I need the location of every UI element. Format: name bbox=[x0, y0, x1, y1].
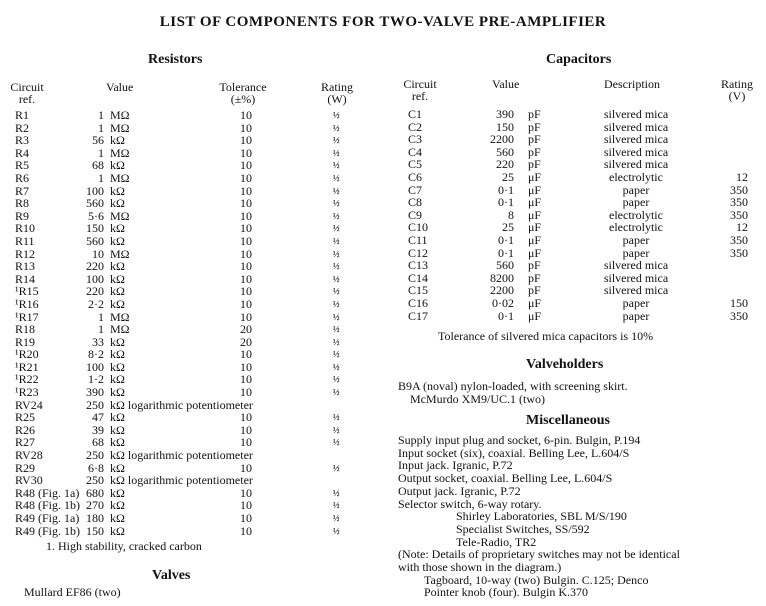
resistor-value: 6·8 bbox=[88, 460, 104, 475]
resistor-unit-text: kΩ bbox=[110, 410, 125, 425]
resistor-ref: R2 bbox=[15, 120, 30, 135]
capacitor-unit: pF bbox=[528, 258, 541, 273]
capacitor-ref: C13 bbox=[408, 258, 429, 273]
resistor-unit-text: kΩ bbox=[110, 284, 125, 299]
capacitor-ref: C6 bbox=[408, 169, 423, 184]
resistor-rating: ½ bbox=[332, 198, 340, 209]
capacitor-unit: μF bbox=[528, 195, 542, 210]
capacitor-rating bbox=[716, 121, 748, 134]
resistor-tolerance: 10 bbox=[240, 196, 252, 211]
resistor-tolerance: 10 bbox=[240, 120, 252, 135]
capacitor-rating: 12 bbox=[736, 169, 748, 184]
resistor-ref: RV24 bbox=[15, 397, 43, 412]
resistor-rating: ½ bbox=[332, 374, 340, 385]
miscellaneous-list bbox=[398, 434, 680, 599]
resistor-rating: ½ bbox=[332, 412, 340, 423]
resistor-value: 150 bbox=[86, 221, 104, 236]
resistor-tolerance: 10 bbox=[240, 422, 252, 437]
miscellaneous-heading: Miscellaneous bbox=[526, 413, 610, 428]
capacitor-unit: pF bbox=[528, 157, 541, 172]
resistor-ref: ¹R17 bbox=[15, 309, 39, 324]
capacitor-unit: μF bbox=[528, 308, 542, 323]
resistor-tolerance bbox=[226, 474, 266, 487]
resistor-tolerance: 10 bbox=[240, 372, 252, 387]
resistor-ref: R10 bbox=[15, 221, 36, 236]
resistor-note: logarithmic potentiometer bbox=[124, 473, 253, 488]
resistor-value: 2·2 bbox=[88, 296, 104, 311]
resistor-value: 33 bbox=[92, 334, 104, 349]
resistor-ref: R5 bbox=[15, 158, 30, 173]
resistor-unit-text: kΩ bbox=[110, 511, 125, 525]
resistor-unit-text: kΩ bbox=[110, 435, 125, 450]
resistor-value: 1 bbox=[98, 145, 104, 160]
resistor-rating: ½ bbox=[332, 324, 340, 335]
resistor-ref: R14 bbox=[15, 271, 36, 286]
capacitor-ref: C9 bbox=[408, 207, 423, 222]
resistors-rating-column bbox=[326, 109, 346, 537]
miscellaneous-line: Shirley Laboratories, SBL M/S/190 bbox=[456, 509, 627, 524]
resistor-unit-text: kΩ bbox=[110, 385, 125, 400]
capacitor-ref: C4 bbox=[408, 144, 423, 159]
resistor-tolerance: 10 bbox=[240, 183, 252, 198]
resistors-header-value: Value bbox=[106, 80, 134, 94]
resistor-value: 390 bbox=[86, 385, 104, 400]
resistor-value: 1·2 bbox=[88, 372, 104, 387]
resistor-ref: ¹R16 bbox=[15, 296, 39, 311]
resistor-unit-text: MΩ bbox=[110, 120, 130, 135]
resistor-rating: ½ bbox=[332, 525, 340, 536]
resistor-ref: R9 bbox=[15, 208, 30, 223]
resistor-unit-text: kΩ bbox=[110, 221, 125, 236]
resistor-unit-text: kΩ bbox=[110, 158, 125, 173]
capacitor-ref: C2 bbox=[408, 119, 423, 134]
capacitor-unit: μF bbox=[528, 207, 542, 222]
capacitors-header-rating: Rating (V) bbox=[721, 77, 753, 103]
resistor-value: 100 bbox=[86, 271, 104, 286]
resistor-rating: ½ bbox=[332, 210, 340, 221]
resistor-unit-text: kΩ bbox=[110, 347, 125, 362]
capacitor-description: silvered mica bbox=[603, 144, 669, 159]
capacitor-rating: 350 bbox=[730, 245, 748, 260]
resistor-tolerance: 10 bbox=[240, 410, 252, 425]
resistor-rating: ½ bbox=[332, 336, 340, 347]
resistor-value: 68 bbox=[92, 158, 104, 173]
capacitor-ref: C16 bbox=[408, 295, 429, 310]
resistor-unit-text: kΩ bbox=[110, 196, 125, 211]
resistor-value: 1 bbox=[98, 170, 104, 185]
resistor-ref: R49 (Fig. 1a) bbox=[15, 511, 80, 525]
capacitor-rating bbox=[716, 272, 748, 285]
resistor-tolerance: 10 bbox=[240, 511, 252, 525]
resistor-unit-text: kΩ bbox=[110, 498, 125, 513]
capacitor-value: 0·02 bbox=[492, 295, 514, 310]
resistor-tolerance: 10 bbox=[240, 259, 252, 274]
resistor-ref: R8 bbox=[15, 196, 30, 211]
capacitor-unit: pF bbox=[528, 119, 541, 134]
capacitor-ref: C12 bbox=[408, 245, 429, 260]
miscellaneous-line: Input socket (six), coaxial. Belling Lee, L.604/S bbox=[398, 445, 630, 460]
capacitor-ref: C5 bbox=[408, 157, 423, 172]
resistor-ref: R26 bbox=[15, 422, 36, 437]
capacitors-header-circuit: Circuit ref. bbox=[403, 77, 437, 103]
resistor-rating bbox=[326, 449, 346, 462]
resistor-rating: ½ bbox=[332, 286, 340, 297]
capacitor-ref: C1 bbox=[408, 107, 423, 121]
resistor-tolerance: 10 bbox=[240, 460, 252, 475]
capacitor-value: 8 bbox=[508, 207, 514, 222]
resistor-unit-text: kΩ bbox=[110, 485, 125, 500]
resistor-value: 560 bbox=[86, 196, 104, 211]
resistor-ref: R6 bbox=[15, 170, 30, 185]
valveholders-line-2: McMurdo XM9/UC.1 (two) bbox=[410, 392, 545, 406]
capacitor-description: electrolytic bbox=[609, 220, 663, 235]
resistors-header-tolerance: Tolerance (±%) bbox=[219, 80, 267, 106]
resistor-ref: R13 bbox=[15, 259, 36, 274]
resistor-value: 250 bbox=[86, 473, 104, 488]
resistor-unit-text: kΩ bbox=[110, 372, 125, 387]
resistor-rating: ½ bbox=[332, 110, 340, 120]
capacitor-description: paper bbox=[622, 182, 650, 197]
resistor-rating bbox=[326, 399, 346, 412]
capacitor-description: silvered mica bbox=[603, 258, 669, 273]
resistor-tolerance: 10 bbox=[240, 170, 252, 185]
resistor-rating: ½ bbox=[332, 261, 340, 272]
resistor-value: 270 bbox=[86, 498, 104, 513]
resistors-footnote: 1. High stability, cracked carbon bbox=[46, 539, 202, 553]
resistor-unit-text: kΩ bbox=[110, 183, 125, 198]
capacitor-value: 25 bbox=[502, 169, 514, 184]
capacitor-value: 0·1 bbox=[498, 195, 514, 210]
resistor-rating: ½ bbox=[332, 500, 340, 511]
resistor-tolerance: 10 bbox=[240, 485, 252, 500]
miscellaneous-line: Supply input plug and socket, 6-pin. Bulgin, P.194 bbox=[398, 433, 641, 447]
capacitor-unit: μF bbox=[528, 245, 542, 260]
capacitor-rating bbox=[716, 146, 748, 159]
capacitors-rating-column bbox=[716, 108, 748, 322]
resistor-value: 8·2 bbox=[88, 347, 104, 362]
resistor-unit-text: MΩ bbox=[110, 170, 130, 185]
resistor-rating: ½ bbox=[332, 122, 340, 133]
resistor-rating bbox=[326, 474, 346, 487]
capacitor-description: silvered mica bbox=[603, 283, 669, 298]
capacitor-rating bbox=[716, 133, 748, 146]
resistor-unit-text: kΩ bbox=[110, 271, 125, 286]
resistor-value: 10 bbox=[92, 246, 104, 261]
capacitor-rating: 150 bbox=[730, 295, 748, 310]
resistor-ref: R11 bbox=[15, 233, 35, 248]
resistor-value: 150 bbox=[86, 523, 104, 538]
resistor-tolerance: 10 bbox=[240, 309, 252, 324]
capacitor-unit: pF bbox=[528, 283, 541, 298]
capacitor-unit: pF bbox=[528, 144, 541, 159]
resistor-unit-text: kΩ bbox=[110, 460, 125, 475]
resistor-tolerance: 10 bbox=[240, 221, 252, 236]
resistor-value: 1 bbox=[98, 322, 104, 337]
resistor-rating: ½ bbox=[332, 160, 340, 171]
capacitor-description: silvered mica bbox=[603, 157, 669, 172]
resistor-rating: ½ bbox=[332, 172, 340, 183]
resistor-unit-text: MΩ bbox=[110, 322, 130, 337]
resistor-ref: R49 (Fig. 1b) bbox=[15, 523, 81, 538]
resistor-tolerance: 10 bbox=[240, 145, 252, 160]
resistor-tolerance: 10 bbox=[240, 523, 252, 538]
resistor-rating: ½ bbox=[332, 387, 340, 398]
resistor-unit-text: kΩ bbox=[110, 233, 125, 248]
miscellaneous-line: Specialist Switches, SS/592 bbox=[456, 521, 590, 536]
resistor-unit-text: kΩ bbox=[110, 259, 125, 274]
resistor-value: 68 bbox=[92, 435, 104, 450]
miscellaneous-line: Input jack. Igranic, P.72 bbox=[398, 458, 513, 473]
resistor-tolerance: 10 bbox=[240, 385, 252, 400]
resistor-tolerance bbox=[226, 449, 266, 462]
capacitor-ref: C11 bbox=[408, 232, 428, 247]
resistors-value-column bbox=[60, 109, 104, 537]
resistor-ref: RV28 bbox=[15, 448, 43, 463]
capacitor-ref: C3 bbox=[408, 132, 423, 147]
capacitor-description: paper bbox=[622, 195, 650, 210]
resistor-note: logarithmic potentiometer bbox=[124, 397, 253, 412]
resistor-unit-text: kΩ bbox=[110, 133, 125, 148]
capacitor-value: 390 bbox=[496, 107, 514, 121]
capacitor-value: 25 bbox=[502, 220, 514, 235]
capacitor-value: 220 bbox=[496, 157, 514, 172]
page-title: LIST OF COMPONENTS FOR TWO-VALVE PRE-AMPLIFIER bbox=[159, 14, 607, 30]
capacitor-unit: pF bbox=[528, 132, 541, 147]
resistor-value: 180 bbox=[86, 511, 104, 525]
capacitors-description-column bbox=[584, 108, 688, 322]
resistor-value: 1 bbox=[98, 309, 104, 324]
resistor-unit-text: kΩ bbox=[110, 359, 125, 374]
resistor-rating: ½ bbox=[332, 273, 340, 284]
resistor-rating: ½ bbox=[332, 361, 340, 372]
resistor-tolerance: 10 bbox=[240, 271, 252, 286]
capacitor-unit: μF bbox=[528, 169, 542, 184]
resistor-tolerance: 10 bbox=[240, 359, 252, 374]
capacitor-value: 0·1 bbox=[498, 308, 514, 323]
resistor-value: 250 bbox=[86, 448, 104, 463]
resistor-unit-text: kΩ bbox=[110, 448, 125, 463]
resistor-tolerance: 10 bbox=[240, 435, 252, 450]
valves-text: Mullard EF86 (two) bbox=[24, 585, 121, 599]
valveholders-heading: Valveholders bbox=[526, 357, 604, 372]
capacitor-ref: C10 bbox=[408, 220, 429, 235]
resistor-ref: ¹R23 bbox=[15, 385, 39, 400]
resistor-rating: ½ bbox=[332, 235, 340, 246]
miscellaneous-line: (Note: Details of proprietary switches may not be identical bbox=[398, 547, 680, 562]
resistor-unit-text: MΩ bbox=[110, 145, 130, 160]
resistor-ref: R25 bbox=[15, 410, 36, 425]
resistor-ref: R19 bbox=[15, 334, 36, 349]
capacitor-rating: 350 bbox=[730, 308, 748, 323]
resistor-ref: R12 bbox=[15, 246, 36, 261]
resistor-value: 5·6 bbox=[88, 208, 104, 223]
resistor-tolerance: 20 bbox=[240, 334, 252, 349]
resistor-tolerance: 10 bbox=[240, 498, 252, 513]
resistor-rating: ½ bbox=[332, 223, 340, 234]
capacitor-description: silvered mica bbox=[603, 119, 669, 134]
capacitor-value: 0·1 bbox=[498, 232, 514, 247]
resistor-unit-text: kΩ bbox=[110, 523, 125, 538]
resistor-note: logarithmic potentiometer bbox=[124, 448, 253, 463]
resistor-tolerance: 10 bbox=[240, 158, 252, 173]
resistor-value: 250 bbox=[86, 397, 104, 412]
capacitor-description: silvered mica bbox=[603, 107, 669, 121]
resistor-value: 680 bbox=[86, 485, 104, 500]
capacitor-rating: 350 bbox=[730, 182, 748, 197]
capacitor-value: 0·1 bbox=[498, 182, 514, 197]
resistors-tolerance-column bbox=[226, 109, 266, 537]
resistor-value: 220 bbox=[86, 259, 104, 274]
resistor-value: 56 bbox=[92, 133, 104, 148]
resistor-rating: ½ bbox=[332, 135, 340, 146]
resistor-value: 39 bbox=[92, 422, 104, 437]
resistor-rating: ½ bbox=[332, 487, 340, 498]
resistors-heading: Resistors bbox=[148, 52, 203, 67]
capacitor-rating bbox=[716, 259, 748, 272]
capacitor-rating: 350 bbox=[730, 195, 748, 210]
resistor-rating: ½ bbox=[332, 248, 340, 259]
capacitor-description: paper bbox=[622, 245, 650, 260]
capacitor-ref: C15 bbox=[408, 283, 429, 298]
resistor-unit-text: MΩ bbox=[110, 246, 130, 261]
resistors-header-rating: Rating (W) bbox=[321, 80, 353, 106]
resistor-tolerance: 10 bbox=[240, 284, 252, 299]
capacitor-value: 2200 bbox=[490, 132, 514, 147]
resistor-ref: ¹R15 bbox=[15, 284, 39, 299]
capacitor-ref: C14 bbox=[408, 270, 429, 285]
capacitor-unit: μF bbox=[528, 232, 542, 247]
resistor-value: 1 bbox=[98, 120, 104, 135]
miscellaneous-line: Output jack. Igranic, P.72 bbox=[398, 483, 521, 498]
resistor-unit-text: MΩ bbox=[110, 309, 130, 324]
miscellaneous-line: Tele-Radio, TR2 bbox=[456, 534, 537, 549]
resistor-unit-text: MΩ bbox=[110, 208, 130, 223]
resistor-unit-text: kΩ bbox=[110, 473, 125, 488]
resistor-ref: R18 bbox=[15, 322, 36, 337]
resistor-unit-text: MΩ bbox=[110, 108, 130, 122]
capacitor-value: 560 bbox=[496, 258, 514, 273]
resistor-rating: ½ bbox=[332, 311, 340, 322]
capacitors-unit-column bbox=[528, 108, 552, 322]
capacitor-description: silvered mica bbox=[603, 270, 669, 285]
capacitor-description: paper bbox=[622, 232, 650, 247]
capacitor-description: electrolytic bbox=[609, 169, 663, 184]
resistor-value: 100 bbox=[86, 359, 104, 374]
capacitors-header-value: Value bbox=[492, 77, 520, 91]
resistor-value: 220 bbox=[86, 284, 104, 299]
resistor-ref: R4 bbox=[15, 145, 30, 160]
resistor-ref: ¹R21 bbox=[15, 359, 39, 374]
miscellaneous-line: Output socket, coaxial. Belling Lee, L.604/S bbox=[398, 471, 613, 486]
capacitor-ref: C7 bbox=[408, 182, 423, 197]
capacitor-value: 560 bbox=[496, 144, 514, 159]
resistor-ref: ¹R22 bbox=[15, 372, 39, 387]
capacitor-description: electrolytic bbox=[609, 207, 663, 222]
resistor-rating: ½ bbox=[332, 185, 340, 196]
capacitor-value: 2200 bbox=[490, 283, 514, 298]
resistor-value: 560 bbox=[86, 233, 104, 248]
resistor-rating: ½ bbox=[332, 437, 340, 448]
valves-heading: Valves bbox=[152, 568, 191, 583]
resistor-tolerance: 10 bbox=[240, 208, 252, 223]
capacitors-tolerance-note: Tolerance of silvered mica capacitors is 10% bbox=[438, 329, 654, 343]
resistor-ref: RV30 bbox=[15, 473, 43, 488]
capacitors-ref-column bbox=[408, 108, 428, 322]
resistor-tolerance: 10 bbox=[240, 347, 252, 362]
miscellaneous-line: Pointer knob (four). Bulgin K.370 bbox=[424, 585, 588, 600]
resistor-ref: R48 (Fig. 1b) bbox=[15, 498, 81, 513]
capacitor-value: 0·1 bbox=[498, 245, 514, 260]
resistor-ref: R29 bbox=[15, 460, 36, 475]
resistor-value: 100 bbox=[86, 183, 104, 198]
resistor-unit-text: kΩ bbox=[110, 334, 125, 349]
resistor-ref: R7 bbox=[15, 183, 30, 198]
capacitor-rating: 12 bbox=[736, 220, 748, 235]
resistor-rating: ½ bbox=[332, 298, 340, 309]
resistor-unit-text: kΩ bbox=[110, 397, 125, 412]
capacitors-heading: Capacitors bbox=[546, 52, 612, 67]
capacitor-rating bbox=[716, 108, 748, 121]
miscellaneous-line: Tagboard, 10-way (two) Bulgin. C.125; Denco bbox=[424, 572, 649, 587]
resistor-unit bbox=[110, 525, 146, 538]
valveholders-line-1: B9A (noval) nylon-loaded, with screening skirt. bbox=[398, 379, 628, 393]
resistor-value: 47 bbox=[92, 410, 104, 425]
resistor-unit-text: kΩ bbox=[110, 296, 125, 311]
resistor-ref: R1 bbox=[15, 108, 30, 122]
resistor-rating: ½ bbox=[332, 424, 340, 435]
capacitor-value: 150 bbox=[496, 119, 514, 134]
resistor-tolerance: 10 bbox=[240, 108, 252, 122]
resistor-ref: R27 bbox=[15, 435, 36, 450]
resistor-tolerance: 20 bbox=[240, 322, 252, 337]
capacitor-unit: μF bbox=[528, 182, 542, 197]
resistor-ref: ¹R20 bbox=[15, 347, 39, 362]
capacitors-value-column bbox=[470, 108, 514, 322]
capacitors-header-description: Description bbox=[604, 77, 660, 91]
capacitor-rating: 350 bbox=[730, 232, 748, 247]
capacitor-unit: μF bbox=[528, 220, 542, 235]
resistor-ref: R48 (Fig. 1a) bbox=[15, 485, 80, 500]
capacitor-ref: C17 bbox=[408, 308, 429, 323]
resistor-tolerance: 10 bbox=[240, 233, 252, 248]
resistor-tolerance: 10 bbox=[240, 246, 252, 261]
resistors-header-circuit: Circuit ref. bbox=[10, 80, 44, 106]
miscellaneous-line: with those shown in the diagram.) bbox=[398, 560, 562, 575]
capacitor-ref: C8 bbox=[408, 195, 423, 210]
capacitor-description: paper bbox=[622, 308, 650, 323]
capacitor-description: silvered mica bbox=[603, 132, 669, 147]
resistor-tolerance: 10 bbox=[240, 133, 252, 148]
capacitor-description: paper bbox=[622, 295, 650, 310]
capacitor-value: 8200 bbox=[490, 270, 514, 285]
resistor-rating: ½ bbox=[332, 513, 340, 523]
capacitor-rating: 350 bbox=[730, 207, 748, 222]
resistor-unit-text: kΩ bbox=[110, 422, 125, 437]
capacitor-unit: pF bbox=[528, 270, 541, 285]
capacitor-unit: μF bbox=[528, 295, 542, 310]
resistor-rating: ½ bbox=[332, 147, 340, 158]
resistor-rating: ½ bbox=[332, 349, 340, 360]
miscellaneous-line: Selector switch, 6-way rotary. bbox=[398, 496, 542, 511]
resistor-rating: ½ bbox=[332, 462, 340, 473]
resistor-value: 1 bbox=[98, 108, 104, 122]
resistor-ref: R3 bbox=[15, 133, 30, 148]
resistor-tolerance: 10 bbox=[240, 296, 252, 311]
capacitor-unit: pF bbox=[528, 107, 541, 121]
